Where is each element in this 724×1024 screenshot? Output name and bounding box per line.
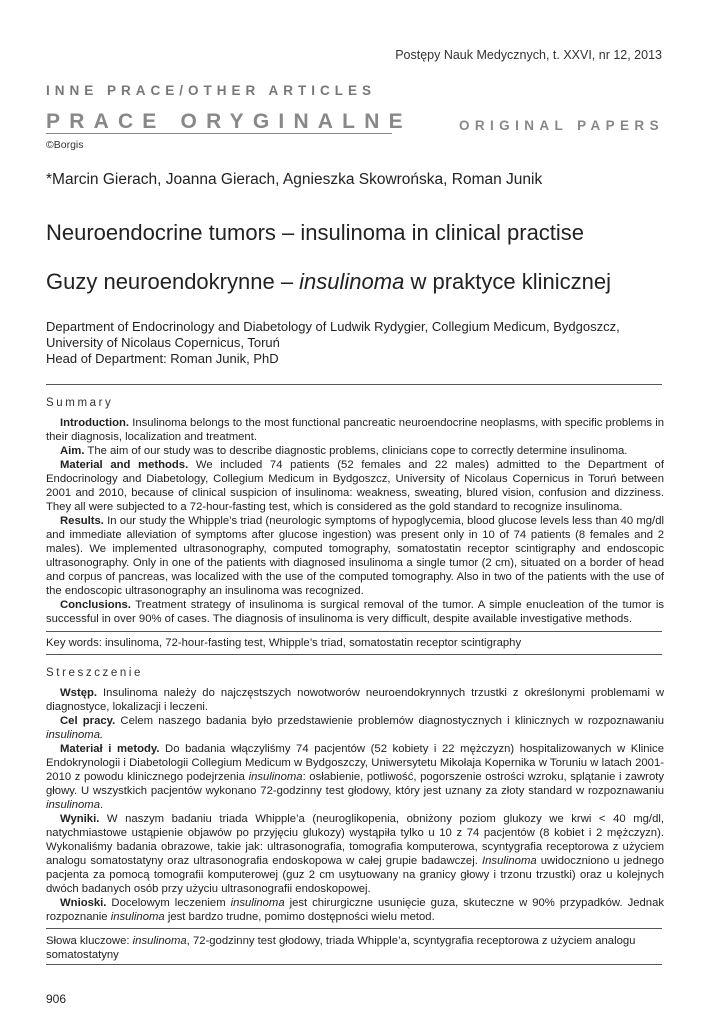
streszczenie-label: Streszczenie	[46, 667, 144, 679]
summary-introduction: Introduction. Insulinoma belongs to the most functional pancreatic neuroendocrine neoplasms, with specific problems in their diagnosis, localization and treatment.	[46, 417, 664, 443]
divider	[46, 964, 662, 965]
page-number: 906	[46, 992, 67, 1006]
summary-results: Results. In our study the Whipple’s triad (neurologic symptoms of hypoglycemia, blood glucose levels less than 40 mg/dl and immediate alleviation of symptoms after glucose ingestion) was present only in 10 of 74 patients (8 females and 2 males). We implemented ultrasonography, computed tomography, somatostatin receptor scintigraphy and endoscopic ultrasonography. Only in one of the patients with diagnosed insulinoma a single tumor (2 cm), situated on a border of head and corpus of pancreas, was localized with the use of the computed tomography. Also in two of the patients with the use of the endoscopic ultrasonography an insulinoma was recognized.	[46, 515, 664, 597]
summary-body	[46, 416, 664, 626]
summary-conclusions: Conclusions. Treatment strategy of insulinoma is surgical removal of the tumor. A simple enucleation of the tumor is successful in over 90% of cases. The diagnosis of insulinoma is very difficult, despite available investigative methods.	[46, 599, 664, 625]
streszczenie-cel: Cel pracy. Celem naszego badania było przedstawienie problemów diagnostycznych i klinicznych w rozpoznawaniu insulinoma.	[46, 715, 664, 741]
streszczenie-material: Materiał i metody. Do badania włączyliśmy 74 pacjentów (52 kobiety i 22 mężczyzn) hospitalizowanych w Klinice Endokrynologii i Diabetologii Collegium Medicum w Bydgoszczy, Uniwersytetu Mikołaja Kopernika w Toruniu w latach 2001-2010 z powodu klinicznego podejrzenia insulinoma: osłabienie, potliwość, pogorszenie ostrości wzroku, splątanie i zawroty głowy. U wszystkich pacjentów wykonano 72-godzinny test głodowy, który jest uznany za złoty standard w rozpoznawaniu insulinoma.	[46, 743, 665, 811]
keywords-en: Key words: insulinoma, 72-hour-fasting test, Whipple’s triad, somatostatin receptor scintigraphy	[46, 637, 522, 649]
summary-methods: Material and methods. We included 74 patients (52 females and 22 males) admitted to the Department of Endocrinology and Diabetology, Collegium Medicum in Bydgoszcz, University of Nicolaus Copernicus in Toruń between 2001 and 2010, because of clinical suspicion of insulinoma: weakness, sweating, blured vision, confusion and dizziness. They all were subjected to a 72-hour-fasting test, which is considered as the gold standard to recognize insulinoma.	[46, 459, 664, 513]
category-rule	[46, 133, 392, 134]
summary-aim: Aim. The aim of our study was to describe diagnostic problems, clinicians cope to correctly determine insulinoma.	[60, 445, 628, 457]
category-pl: PRACE ORYGINALNE	[46, 110, 412, 133]
copyright: ©Borgis	[46, 139, 84, 151]
title-pl: Guzy neuroendokrynne – insulinoma w praktyce klinicznej	[46, 269, 611, 294]
keywords-pl: Słowa kluczowe: insulinoma, 72-godzinny test głodowy, triada Whipple’a, scyntygrafia receptorowa z użyciem analogu somatostatyny	[46, 935, 636, 961]
divider	[46, 631, 662, 632]
divider	[46, 928, 662, 929]
category-en: ORIGINAL PAPERS	[458, 118, 664, 133]
divider	[46, 384, 662, 385]
streszczenie-wstep: Wstęp. Insulinoma należy do najczęstszych nowotworów neuroendokrynnych trzustki z określonymi problemami w diagnostyce, lokalizacji i leczeni.	[46, 687, 664, 713]
affiliation: Department of Endocrinology and Diabetology of Ludwik Rydygier, Collegium Medicum, Bydgoszcz, University of Nicolaus Copernicus, Toruń Head of Department: Roman Junik, PhD	[46, 319, 620, 366]
streszczenie-body	[46, 686, 664, 924]
journal-header: Postępy Nauk Medycznych, t. XXVI, nr 12, 2013	[395, 48, 662, 62]
title-en: Neuroendocrine tumors – insulinoma in clinical practise	[46, 220, 585, 245]
authors: *Marcin Gierach, Joanna Gierach, Agnieszka Skowrońska, Roman Junik	[46, 171, 543, 188]
category-line: INNE PRACE/OTHER ARTICLES	[46, 83, 377, 98]
summary-label: Summary	[46, 397, 114, 409]
divider	[46, 654, 662, 655]
streszczenie-wnioski: Wnioski. Docelowym leczeniem insulinoma jest chirurgiczne usunięcie guza, skuteczne w 90% przypadków. Jednak rozpoznanie insulinoma jest bardzo trudne, pomimo dostępności wielu metod.	[46, 897, 665, 923]
streszczenie-wyniki: Wyniki. W naszym badaniu triada Whipple’a (neuroglikopenia, obniżony poziom glukozy we krwi < 40 mg/dl, natychmiastowe ustąpienie objawów po przyjęciu glukozy) wystąpiła tylko u 10 z 74 pacjentów (8 kobiet i 2 mężczyzn). Wykonaliśmy badania obrazowe, takie jak: ultrasonografia, tomografia komputerowa, scyntygrafia receptorowa z użyciem analogu somatostatyny oraz ultrasonografia endoskopowa w całej grupie badawczej. Insulinoma uwidoczniono u jednego pacjenta za pomocą tomografii komputerowej (guz 2 cm usytuowany na granicy głowy i trzonu trzustki) oraz u kolejnych dwóch badanych osób przy użyciu ultrasonografii endoskopowej.	[46, 813, 664, 895]
